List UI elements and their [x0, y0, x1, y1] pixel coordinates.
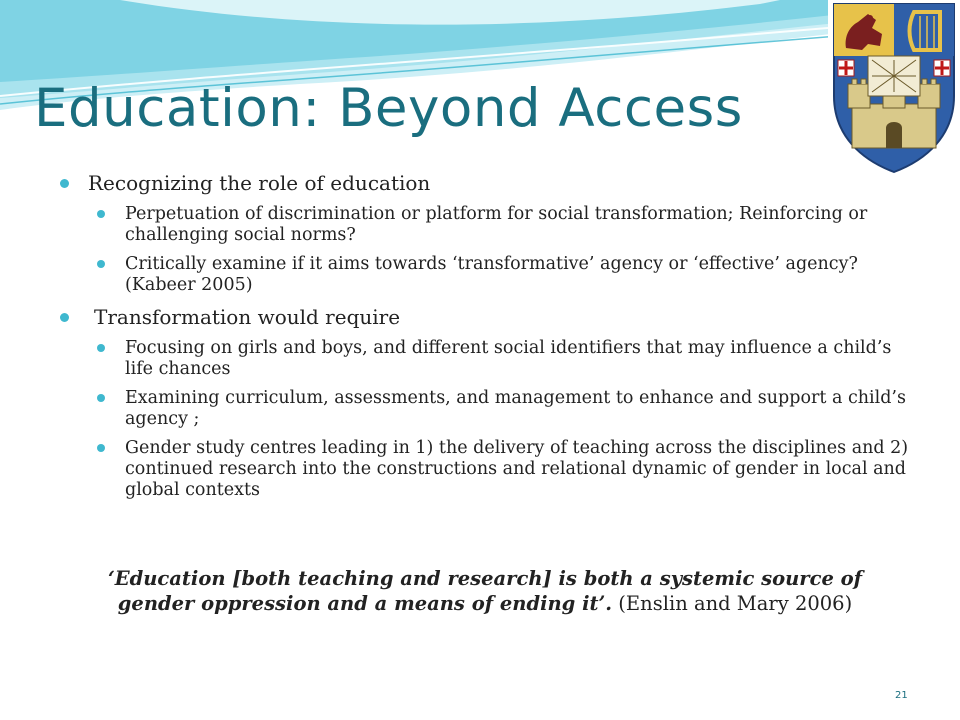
- bullet-text: Transformation would require: [94, 305, 401, 329]
- sub-bullet-item: [97, 388, 915, 430]
- sub-bullet-text: Gender study centres leading in 1) the delivery of teaching across the disciplines and 2) continued research into the constructions and relational dynamic of gender in local and global contexts: [125, 438, 909, 500]
- closing-quote: [70, 566, 900, 616]
- bullet-item: [60, 170, 915, 196]
- bullet-text: Recognizing the role of education: [88, 171, 431, 195]
- bullet-item: [60, 304, 915, 330]
- bullet-dot-icon: [97, 210, 105, 218]
- sub-bullet-text: Examining curriculum, assessments, and management to enhance and support a child’s agency ;: [125, 388, 906, 429]
- crest-logo: [828, 0, 960, 176]
- sub-bullet-text: Perpetuation of discrimination or platform for social transformation; Reinforcing or challenging social norms?: [125, 204, 868, 245]
- bullet-dot-icon: [97, 260, 105, 268]
- bullet-dot-icon: [97, 444, 105, 452]
- bullet-dot-icon: [60, 179, 69, 188]
- bullet-dot-icon: [97, 344, 105, 352]
- sub-bullet-text: Critically examine if it aims towards ‘transformative’ agency or ‘effective’ agency? (Kabeer 2005): [125, 254, 858, 295]
- sub-bullet-item: [97, 204, 915, 246]
- page-number: 21: [895, 690, 908, 701]
- quote-text: ‘Education [both teaching and research] is both a systemic source of gender oppression and a means of ending it’.: [107, 567, 863, 615]
- bullet-dot-icon: [60, 313, 69, 322]
- bullet-list: [60, 170, 915, 509]
- sub-bullet-item: [97, 338, 915, 380]
- sub-bullet-text: Focusing on girls and boys, and different social identifiers that may influence a child’s life chances: [125, 338, 892, 379]
- slide-title: Education: Beyond Access: [34, 78, 743, 139]
- sub-bullet-item: [97, 438, 915, 501]
- sub-bullet-item: [97, 254, 915, 296]
- quote-citation: (Enslin and Mary 2006): [612, 592, 853, 615]
- bullet-dot-icon: [97, 394, 105, 402]
